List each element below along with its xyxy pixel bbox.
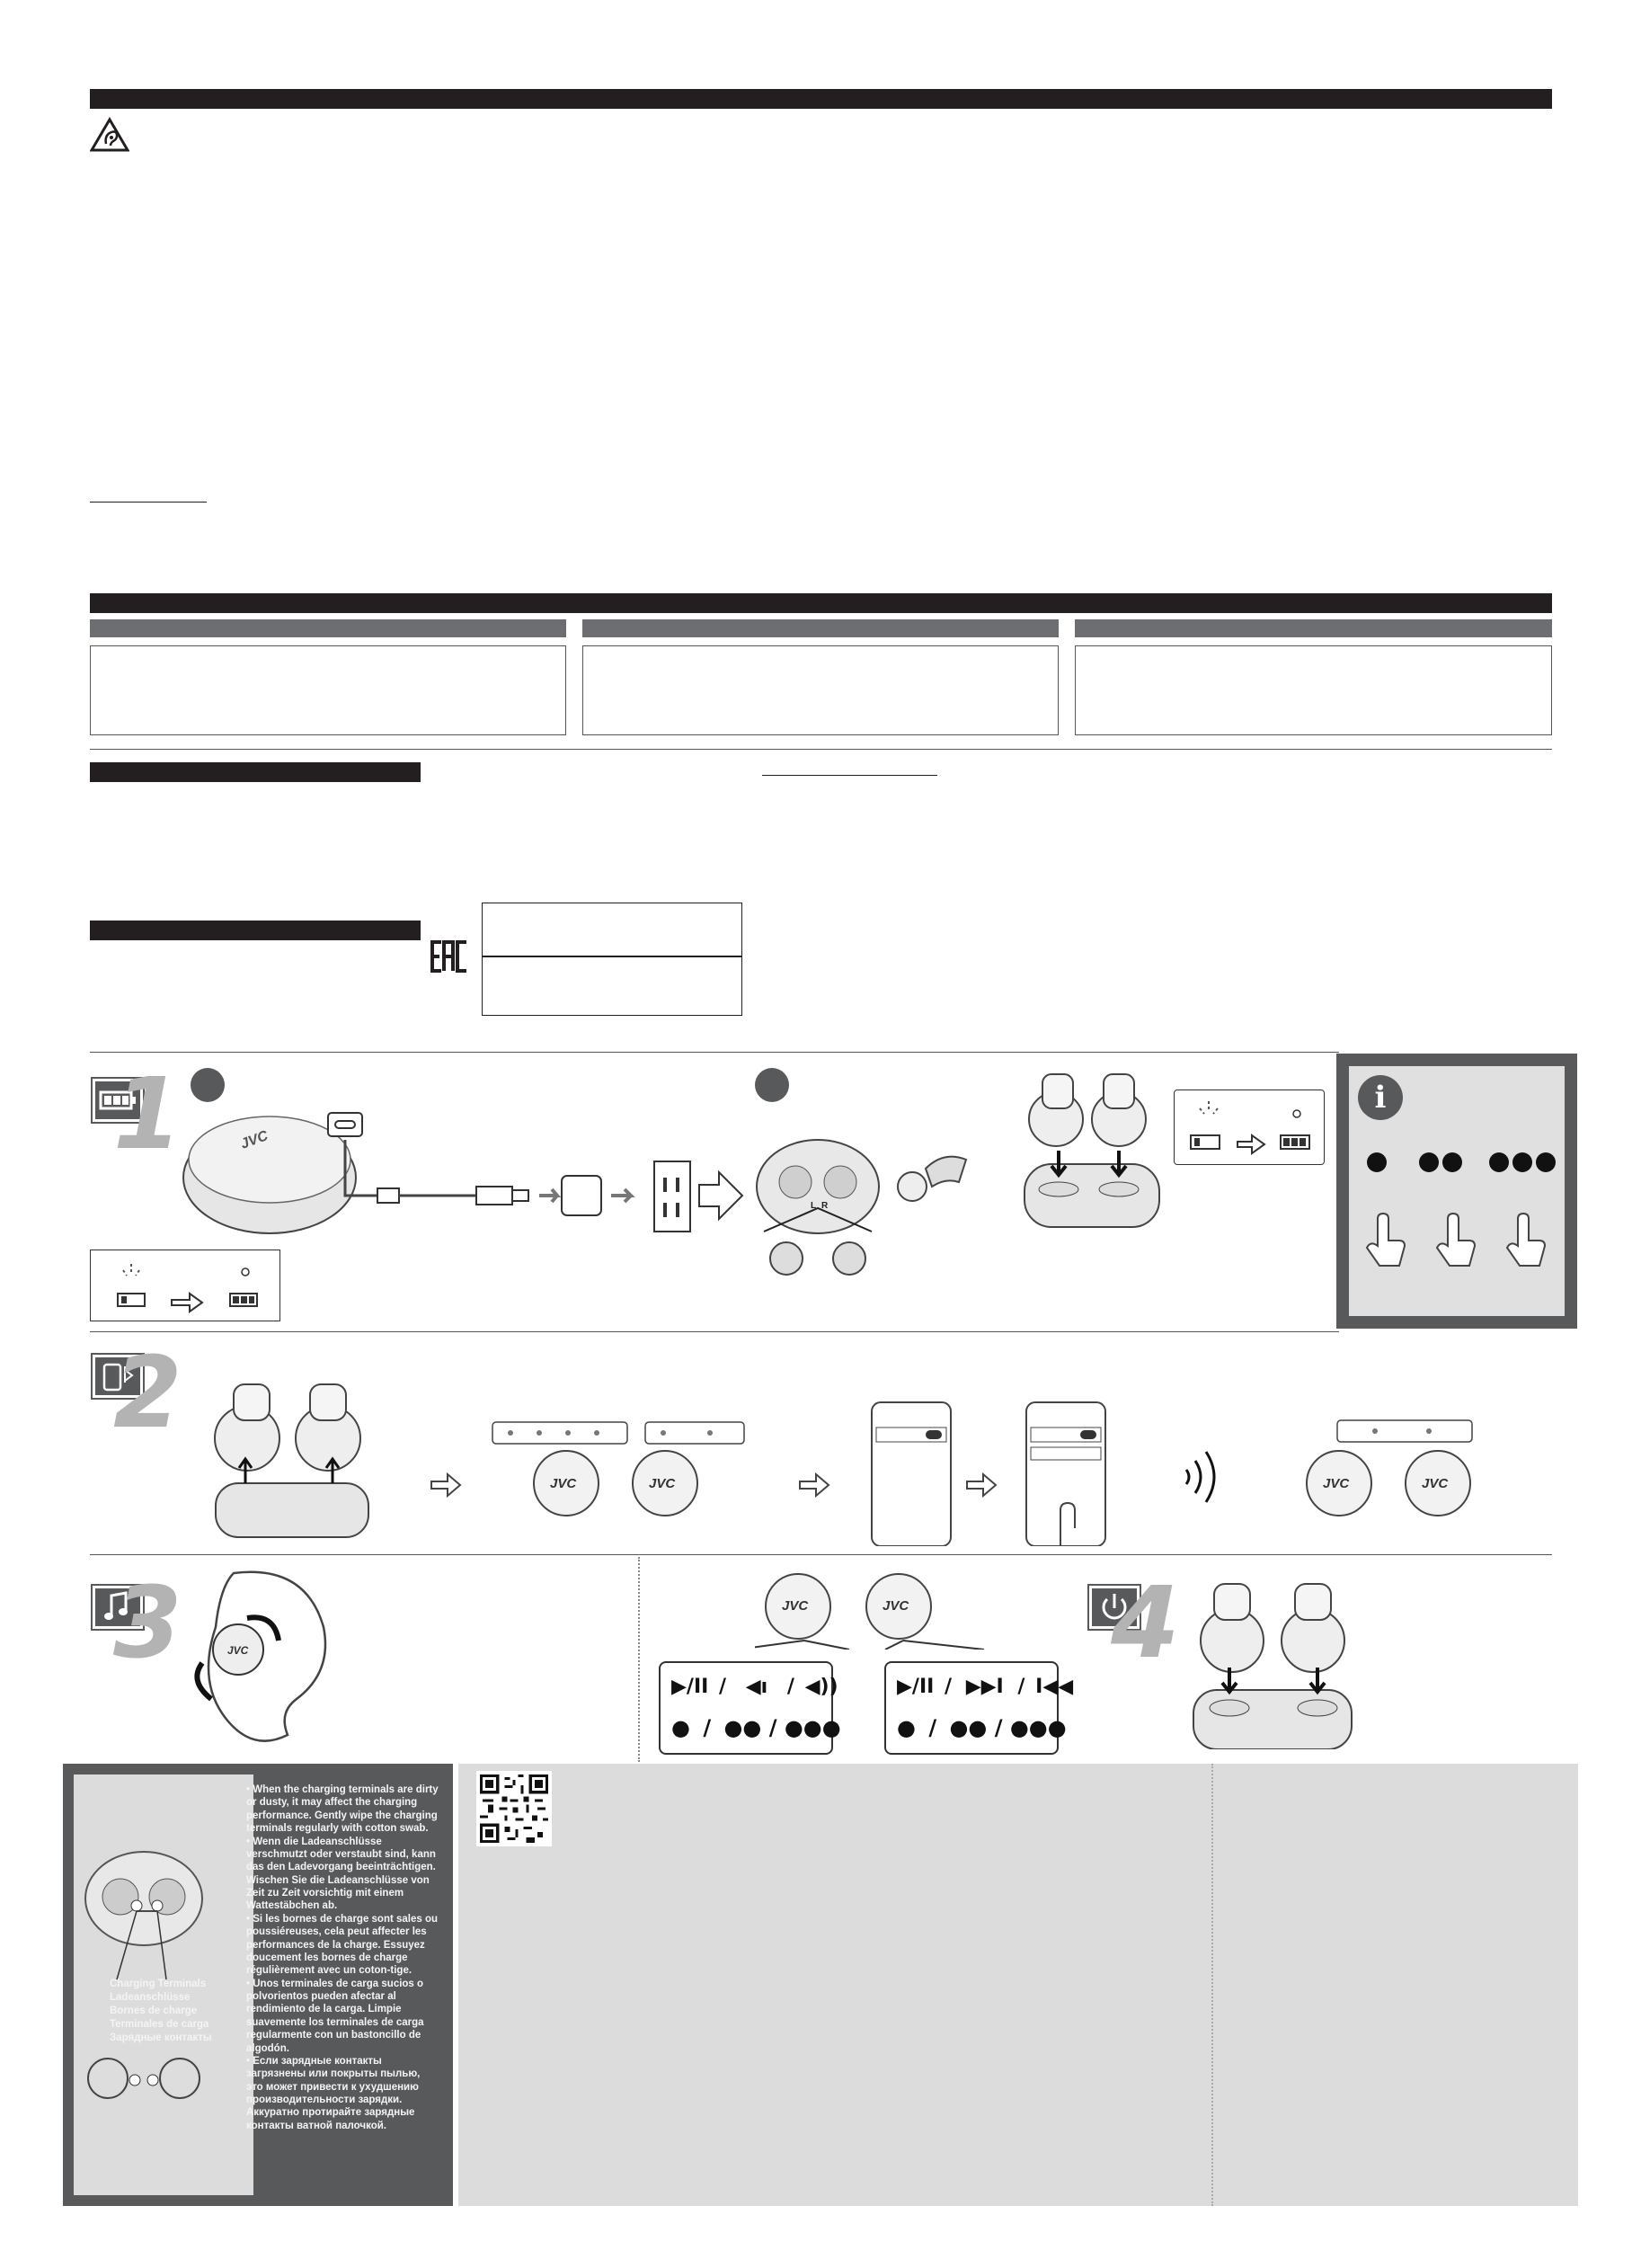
terminal-labels [110,1978,244,2045]
left-controls-row2 [671,1715,841,1740]
care-note-text: Unos terminales de carga sucios o polvorientos pueden afectar al rendimiento de la carga. Limpie suavemente los terminales de carga regularmente con un bastoncillo de algodón. [246,1978,424,2054]
info-panel [1336,1054,1577,1329]
column-box-1 [90,645,566,735]
step-number-2: 2 [113,1335,182,1450]
case-led-callout [90,1250,280,1321]
case-charging-illustration [1007,1065,1168,1245]
svg-text:JVC: JVC [238,1128,271,1152]
case-letter-l: L [811,1201,817,1211]
single-tap-icon: ● [897,1715,916,1740]
terminal-label-fr: Bornes de charge [110,2005,198,2016]
step-number-4: 4 [1111,1565,1180,1680]
care-note-fr: • Si les bornes de charge sont sales ou poussiéreuses, cela peut affecter les performances de la charge. Essuyez doucement les bornes de charge régulièrement avec un coton-tige. [246,1913,439,1977]
underline-rule [762,775,937,776]
left-controls-box [659,1661,841,1755]
care-note-ru: • Если зарядные контакты загрязнены или покрыты пылью, это может привести к ухудшению производительности зарядки. Аккуратно протирайте зарядные контакты ватной палочкой. [246,2055,421,2131]
care-note-de: • Wenn die Ladeanschlüsse verschmutzt oder verstaubt sind, kann das den Ladevorgang beeinträchtigen. Wischen Sie die Ladeanschlüsse von Zeit zu Zeit vorsichtig mit einem Wattestäbchen ab. [246,1836,436,1912]
separator: / [928,1715,937,1740]
terminal-label-ru: Зарядные контакты [110,2032,212,2043]
case-terminals-illustration [81,1836,252,2114]
previous-track-icon: I◀◀ [1035,1676,1074,1698]
step-number-1: 1 [113,1056,182,1171]
next-track-icon: ▶▶I [965,1676,1004,1698]
step-divider-2 [90,1554,1552,1555]
earbud-logo: JVC [649,1476,676,1491]
step-number-3: 3 [113,1565,182,1680]
right-controls-row2 [897,1715,1067,1740]
triple-tap-icon: ●●● [1009,1715,1067,1740]
specs-title-bar [90,593,1552,613]
care-note-es: • Unos terminales de carga sucios o polvorientos pueden afectar al rendimiento de la carga. Limpie suavemente los terminales de carga regularmente con un bastoncillo de algodón. [246,1978,424,2054]
separator: / [945,1676,953,1698]
column-header-3 [1075,619,1552,637]
single-tap-icon: ● [671,1715,690,1740]
triple-tap-icon: ●●● [784,1715,841,1740]
care-panel [63,1764,453,2206]
section-bar-b [90,921,421,940]
earbud-logo: JVC [883,1598,909,1614]
support-divider [1211,1764,1213,2206]
care-note-text: Wenn die Ladeanschlüsse verschmutzt oder verstaubt sind, kann das den Ladevorgang beeinträchtigen. Wischen Sie die Ladeanschlüsse von Zeit zu Zeit vorsichtig mit einem Wattestäbchen ab. [246,1836,436,1912]
charging-illustration [180,1097,809,1241]
single-tap-dots [1367,1152,1387,1177]
earbud-logo: JVC [782,1598,809,1614]
double-tap-icon: ●● [949,1715,988,1740]
column-box-2 [582,645,1059,735]
terminal-label-es: Terminales de carga [110,2018,209,2030]
eac-mark [430,938,469,974]
section-bar-a [90,762,421,782]
top-title-bar [90,89,1552,109]
support-panel [458,1764,1578,2206]
double-tap-icon: ●● [723,1715,762,1740]
volume-down-icon: ◀ı [745,1676,768,1698]
volume-up-icon: ◀)) [804,1676,838,1698]
tap-gesture-icons [1358,1197,1556,1269]
step-divider-top [90,1052,1339,1053]
hearing-warning-icon [90,117,129,153]
pairing-illustration [207,1366,1501,1546]
play-pause-icon: ▶/II [897,1676,935,1698]
left-controls-row1 [671,1676,838,1698]
care-note-text: Если зарядные контакты загрязнены или покрыты пылью, это может привести к ухудшению производительности зарядки. Аккуратно протирайте зарядные контакты ватной палочкой. [246,2055,421,2131]
right-controls-box [884,1661,1074,1755]
ear-wearing-illustration [180,1564,342,1744]
triple-tap-dots [1489,1152,1556,1177]
care-notes [246,1783,439,2132]
short-rule [90,502,207,503]
divider-line [90,749,1552,750]
separator: / [1017,1676,1025,1698]
column-header-1 [90,619,566,637]
play-pause-icon: ▶/II [671,1676,709,1698]
care-note-en: • When the charging terminals are dirty or dusty, it may affect the charging performance. Gently wipe the charging terminals regularly with cotton swab. [246,1784,439,1835]
separator: / [768,1715,777,1740]
separator: / [719,1676,727,1698]
terminal-label-de: Ladeanschlüsse [110,1991,191,2003]
care-note-text: When the charging terminals are dirty or dusty, it may affect the charging performance. Gently wipe the charging terminals regularly with cotton swab. [246,1784,439,1835]
earbud-logo: JVC [1323,1476,1350,1491]
earbud-logo: JVC [550,1476,577,1491]
double-tap-dots [1419,1152,1462,1177]
qr-code[interactable] [476,1771,552,1846]
care-note-text: Si les bornes de charge sont sales ou poussiéreuses, cela peut affecter les performances de la charge. Essuyez doucement les bornes de charge régulièrement avec un coton-tige. [246,1913,439,1977]
step-divider-1 [90,1331,1339,1332]
case-letter-r: R [821,1201,829,1211]
dotted-separator-v [638,1557,640,1762]
power-off-illustration [1192,1573,1353,1749]
separator: / [703,1715,712,1740]
info-icon: i [1358,1075,1403,1120]
earbud-logo: JVC [227,1644,249,1657]
earbud-led-callout [1174,1090,1325,1165]
terminal-label-en: Charging Terminals [110,1979,207,1989]
control-earbuds [755,1569,989,1650]
right-controls-row1 [897,1676,1073,1698]
column-header-2 [582,619,1059,637]
eac-table [482,903,742,1016]
column-box-3 [1075,645,1552,735]
earbud-logo: JVC [1422,1476,1449,1491]
earbud-insert-illustration [755,1133,980,1285]
separator: / [786,1676,794,1698]
separator: / [994,1715,1003,1740]
